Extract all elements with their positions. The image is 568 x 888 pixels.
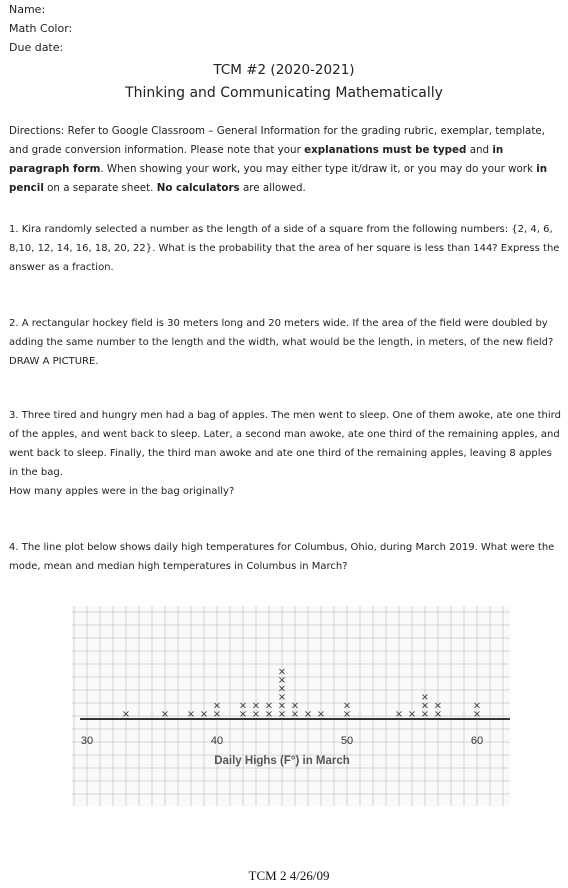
data-point-x-mark: × bbox=[407, 709, 417, 720]
data-point-x-mark: × bbox=[342, 700, 352, 712]
tick-label: 30 bbox=[80, 735, 94, 747]
data-point-x-mark: × bbox=[472, 709, 482, 720]
x-axis-label: Daily Highs (F°) in March bbox=[214, 755, 350, 767]
data-point-x-mark: × bbox=[303, 709, 313, 720]
data-point-x-mark: × bbox=[199, 709, 209, 720]
data-point-x-mark: × bbox=[277, 700, 287, 712]
tick-label: 50 bbox=[340, 735, 354, 747]
data-point-x-mark: × bbox=[121, 709, 131, 720]
data-point-x-mark: × bbox=[186, 709, 196, 720]
data-point-x-mark: × bbox=[342, 709, 352, 720]
data-point-x-mark: × bbox=[394, 709, 404, 720]
question-1: 1. Kira randomly selected a number as the length of a side of a square from the following numbers: {2, 4, 6, 8,10, 12, 14, 16, 18, 20, 22}. What is the probability that the area of her square is less than 144? Express the answer as a fraction. bbox=[9, 224, 560, 273]
name-label: Name: bbox=[9, 3, 46, 16]
question-2: 2. A rectangular hockey field is 30 meters long and 20 meters wide. If the area of the field were doubled by adding the same number to the length and the width, what would be the length, in meters, of the new field? DRAW A PICTURE. bbox=[9, 318, 554, 367]
data-point-x-mark: × bbox=[277, 683, 287, 695]
data-point-x-mark: × bbox=[251, 700, 261, 712]
data-point-x-mark: × bbox=[316, 709, 326, 720]
math-color-label: Math Color: bbox=[9, 22, 73, 35]
question-4: 4. The line plot below shows daily high temperatures for Columbus, Ohio, during March 2019. What were the mode, mean and median high temperatures in Columbus in March? bbox=[9, 542, 555, 572]
line-plot bbox=[0, 600, 568, 815]
tick-label: 60 bbox=[470, 735, 484, 747]
data-point-x-mark: × bbox=[264, 700, 274, 712]
footer-text: TCM 2 4/26/09 bbox=[248, 868, 330, 883]
data-point-x-mark: × bbox=[160, 709, 170, 720]
data-point-x-mark: × bbox=[277, 709, 287, 720]
tick-label: 40 bbox=[210, 735, 224, 747]
data-point-x-mark: × bbox=[277, 666, 287, 678]
page-title: TCM #2 (2020-2021) bbox=[213, 62, 355, 78]
data-point-x-mark: × bbox=[238, 700, 248, 712]
due-date-label: Due date: bbox=[9, 41, 64, 54]
data-point-x-mark: × bbox=[212, 700, 222, 712]
data-point-x-mark: × bbox=[433, 700, 443, 712]
data-point-x-mark: × bbox=[277, 692, 287, 703]
data-point-x-mark: × bbox=[420, 709, 430, 720]
data-point-x-mark: × bbox=[420, 692, 430, 703]
data-point-x-mark: × bbox=[290, 709, 300, 720]
page-subtitle: Thinking and Communicating Mathematically bbox=[125, 85, 443, 101]
data-point-x-mark: × bbox=[277, 675, 287, 686]
data-point-x-mark: × bbox=[290, 700, 300, 712]
data-point-x-mark: × bbox=[264, 709, 274, 720]
question-3: 3. Three tired and hungry men had a bag of apples. The men went to sleep. One of them awoke, ate one third of the apples, and went back to sleep. Later, a second man awoke, ate one third of the remaining apples, and went back to sleep. Finally, the third man awoke and ate one third of the remaining apples, leaving 8 apples in the bag. How many apples were in the bag originally? bbox=[9, 410, 561, 497]
data-point-x-mark: × bbox=[238, 709, 248, 720]
data-point-x-mark: × bbox=[420, 700, 430, 712]
data-point-x-mark: × bbox=[251, 709, 261, 720]
data-point-x-mark: × bbox=[472, 700, 482, 712]
data-point-x-mark: × bbox=[433, 709, 443, 720]
data-point-x-mark: × bbox=[212, 709, 222, 720]
directions-text: Directions: Refer to Google Classroom – General Information for the grading rubric, exemplar, template, and grade conversion information. Please note that your explanations must be typed and in paragraph form. When showing your work, you may either type it/draw it, or you may do your work in pencil on a separate sheet. No calculators are allowed. bbox=[9, 125, 548, 194]
